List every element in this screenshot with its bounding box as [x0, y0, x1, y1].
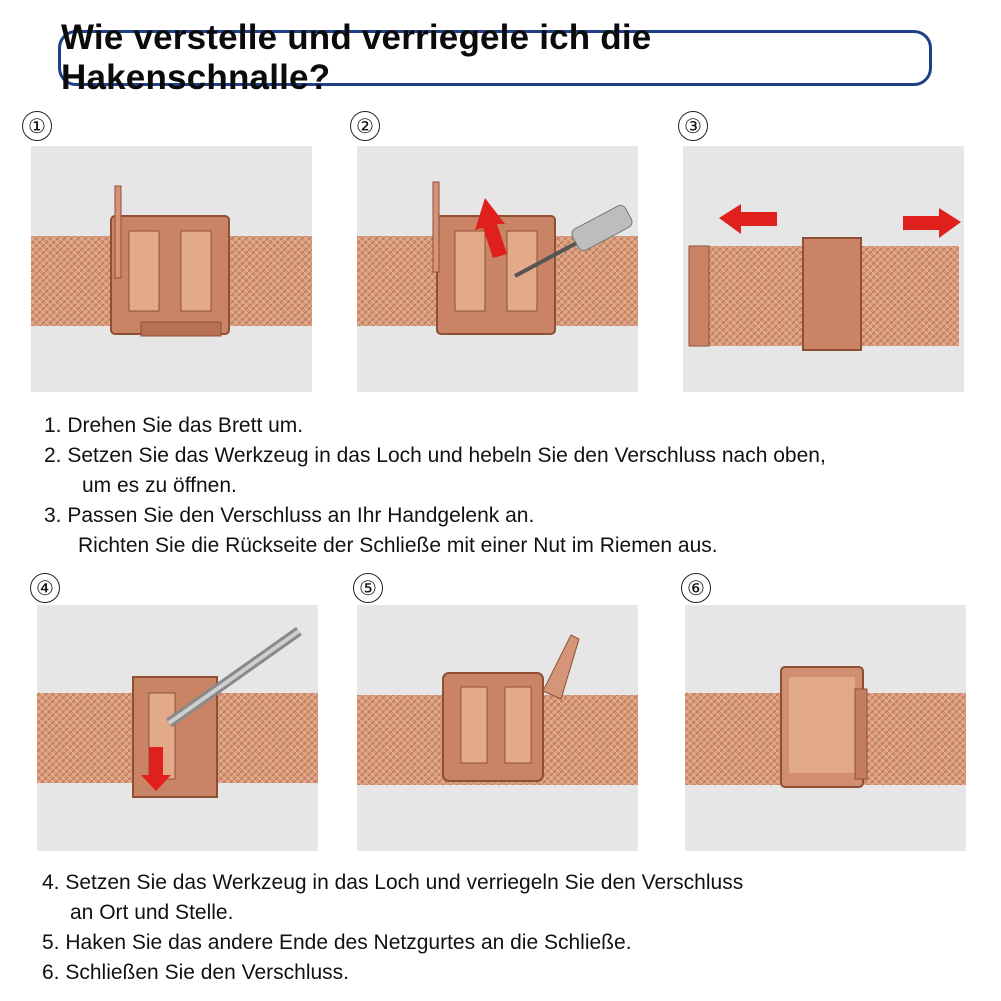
instructions-bottom [42, 868, 743, 988]
instruction-line: 6. Schließen Sie den Verschluss. [42, 961, 350, 984]
page-title: Wie verstelle und verriegele ich die Hakenschnalle? [61, 18, 652, 97]
step-number-6: ⑥ [681, 573, 711, 603]
step-number-5: ⑤ [353, 573, 383, 603]
instruction-line: 4. Setzen Sie das Werkzeug in das Loch und verriegeln Sie den Verschluss [42, 871, 744, 894]
step-number-4: ④ [30, 573, 60, 603]
step-photo-3 [683, 146, 964, 392]
step-photo-1 [31, 146, 312, 392]
step-photo-5 [357, 605, 638, 851]
instruction-line: an Ort und Stelle. [70, 901, 234, 924]
instruction-line: Richten Sie die Rückseite der Schließe mit einer Nut im Riemen aus. [78, 534, 718, 557]
step-photo-2 [357, 146, 638, 392]
step-number-1: ① [22, 111, 52, 141]
step-number-2: ② [350, 111, 380, 141]
instruction-line: 2. Setzen Sie das Werkzeug in das Loch und hebeln Sie den Verschluss nach oben, [44, 444, 826, 467]
step-photo-4 [37, 605, 318, 851]
step-number-3: ③ [678, 111, 708, 141]
instructions-top [44, 411, 826, 561]
instruction-line: 5. Haken Sie das andere Ende des Netzgurtes an die Schließe. [42, 931, 632, 954]
instruction-line: 3. Passen Sie den Verschluss an Ihr Handgelenk an. [44, 504, 535, 527]
instruction-line: um es zu öffnen. [82, 474, 237, 497]
red-arrow-right-icon [903, 208, 961, 238]
red-arrow-left-icon [719, 204, 777, 234]
step-photo-6 [685, 605, 966, 851]
instruction-line: 1. Drehen Sie das Brett um. [44, 414, 304, 437]
title-banner [58, 18, 932, 97]
